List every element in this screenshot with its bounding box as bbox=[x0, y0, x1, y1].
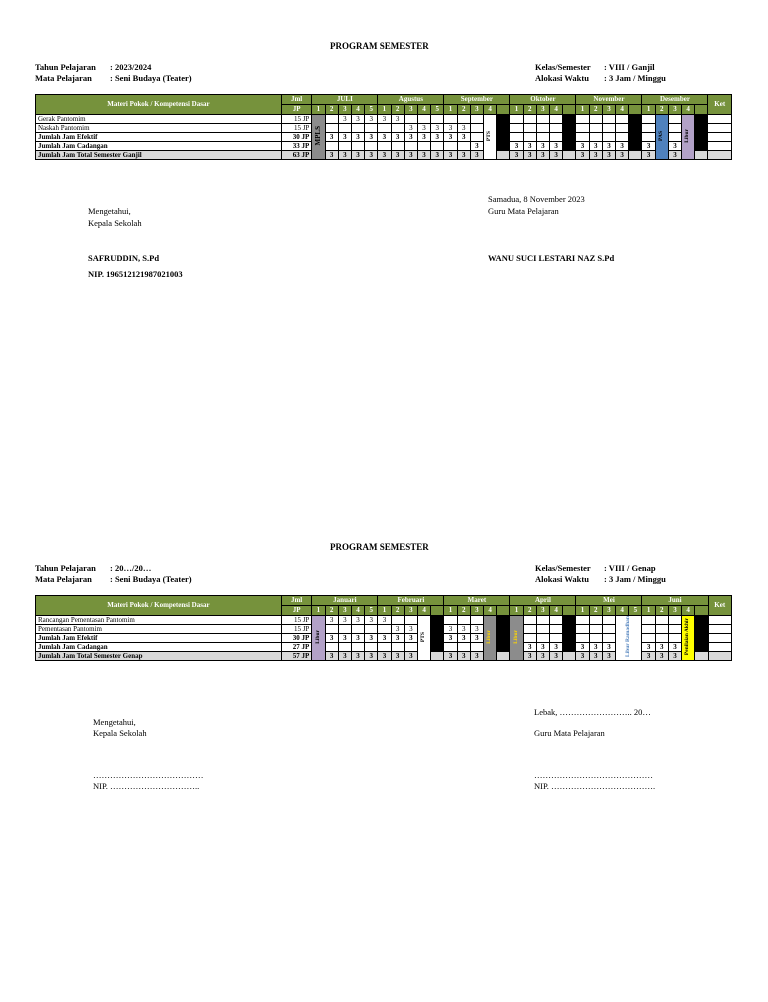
ket-header: Ket bbox=[708, 596, 732, 616]
materi-cell: Jumlah Jam Cadangan bbox=[36, 142, 282, 151]
alokasi-value: : 3 Jam / Minggu bbox=[604, 73, 666, 83]
month-header: November bbox=[576, 95, 642, 105]
jp-cell: 15 JP bbox=[281, 616, 311, 625]
materi-header: Materi Pokok / Kompetensi Dasar bbox=[36, 596, 282, 616]
place-date: Lebak, …………………….. 20… bbox=[534, 707, 651, 717]
tahun-label: Tahun Pelajaran bbox=[35, 62, 96, 72]
program-semester-table-genap: Materi Pokok / Kompetensi Dasar Jml Januari Februari Maret April Mei Juni Ket JP 1 2 3 4 5 1 2 3 4 1 2 3 4 1 2 3 4 1 2 3 4 5 1 2 3 4 Rancangan Pementasan Pantomim 15 JP Libur 3 3 3 3 3 PTS Libur Libur Libur Ramadhan Penilaian Akhir Pementasan Pantomim 15 JP 3 3 3 3 3 Jumlah Jam Efektif 30 JP 3 3 3 3 3 3 3 3 3 3 Jumlah Jam Cadangan 27 JP 3 3 3 3 3 3 3 3 3 Jumlah Jam Total Semester Genap 57 JP 3 3 3 3 3 3 3 3 3 3 3 3 3 3 3 3 3 3 3 bbox=[35, 595, 732, 661]
guru-label: Guru Mata Pelajaran bbox=[488, 206, 559, 216]
jp-cell: 57 JP bbox=[281, 652, 311, 661]
month-header: Desember bbox=[642, 95, 708, 105]
jml-header: Jml bbox=[281, 596, 311, 606]
jp-header: JP bbox=[281, 105, 311, 115]
materi-cell: Jumlah Jam Total Semester Ganjil bbox=[36, 151, 282, 160]
materi-cell: Rancangan Pementasan Pantomim bbox=[36, 616, 282, 625]
table-row: Jumlah Jam Cadangan 33 JP 3 3 3 3 3 3 3 3 3 3 3 bbox=[36, 142, 732, 151]
materi-header: Materi Pokok / Kompetensi Dasar bbox=[36, 95, 282, 115]
penilaian-akhir-block: Penilaian Akhir bbox=[682, 616, 695, 661]
pts-block: PTS bbox=[484, 115, 497, 160]
page-title: PROGRAM SEMESTER bbox=[330, 542, 429, 552]
mapel-value: : Seni Budaya (Teater) bbox=[110, 574, 192, 584]
alokasi-label: Alokasi Waktu bbox=[535, 73, 589, 83]
table-row: Jumlah Jam Total Semester Ganjil 63 JP 3 3 3 3 3 3 3 3 3 3 3 3 3 3 3 3 3 3 3 3 3 3 bbox=[36, 151, 732, 160]
jp-cell: 63 JP bbox=[281, 151, 311, 160]
jp-cell: 15 JP bbox=[281, 124, 311, 133]
tahun-value: : 2023/2024 bbox=[110, 62, 152, 72]
kepsek-name: SAFRUDDIN, S.Pd bbox=[88, 253, 160, 263]
mpls-block: MPLS bbox=[312, 115, 325, 160]
month-header: April bbox=[510, 596, 576, 606]
materi-cell: Naskah Pantomim bbox=[36, 124, 282, 133]
place-date: Samadua, 8 November 2023 bbox=[488, 194, 585, 204]
materi-cell: Pementasan Pantomim bbox=[36, 625, 282, 634]
table-row: Gerak Pantomim 15 JP MPLS 3 3 3 3 3 PTS PAS Libur bbox=[36, 115, 732, 124]
mapel-label: Mata Pelajaran bbox=[35, 574, 92, 584]
mapel-label: Mata Pelajaran bbox=[35, 73, 92, 83]
materi-cell: Gerak Pantomim bbox=[36, 115, 282, 124]
ket-header: Ket bbox=[708, 95, 732, 115]
page-title: PROGRAM SEMESTER bbox=[330, 41, 429, 51]
pas-block: PAS bbox=[655, 115, 668, 160]
materi-cell: Jumlah Jam Total Semester Genap bbox=[36, 652, 282, 661]
jp-cell: 33 JP bbox=[281, 142, 311, 151]
month-header: Oktober bbox=[510, 95, 576, 105]
month-header: Agustus bbox=[378, 95, 444, 105]
materi-cell: Jumlah Jam Efektif bbox=[36, 133, 282, 142]
jp-header: JP bbox=[281, 606, 311, 616]
libur-block: Libur bbox=[510, 616, 523, 661]
libur-block: Libur bbox=[312, 616, 325, 661]
jp-cell: 30 JP bbox=[281, 133, 311, 142]
table-row: Pementasan Pantomim 15 JP 3 3 3 3 3 bbox=[36, 625, 732, 634]
kepsek-name-blank: ………………………………… bbox=[93, 770, 204, 780]
month-header: Maret bbox=[444, 596, 510, 606]
jp-cell: 15 JP bbox=[281, 625, 311, 634]
mengetahui-label: Mengetahui, bbox=[93, 717, 136, 727]
mengetahui-label: Mengetahui, bbox=[88, 206, 131, 216]
alokasi-label: Alokasi Waktu bbox=[535, 574, 589, 584]
tahun-label: Tahun Pelajaran bbox=[35, 563, 96, 573]
mapel-value: : Seni Budaya (Teater) bbox=[110, 73, 192, 83]
month-header: September bbox=[444, 95, 510, 105]
table-row: Jumlah Jam Efektif 30 JP 3 3 3 3 3 3 3 3 3 3 3 bbox=[36, 133, 732, 142]
kelas-label: Kelas/Semester bbox=[535, 62, 591, 72]
kepsek-nip: NIP. 196512121987021003 bbox=[88, 269, 183, 279]
jp-cell: 30 JP bbox=[281, 634, 311, 643]
jp-cell: 27 JP bbox=[281, 643, 311, 652]
month-header: Januari bbox=[312, 596, 378, 606]
table-row: Rancangan Pementasan Pantomim 15 JP Libur 3 3 3 3 3 PTS Libur Libur Libur Ramadhan Penilaian Akhir bbox=[36, 616, 732, 625]
month-header: Juni bbox=[642, 596, 708, 606]
guru-name-blank: …………………………………… bbox=[534, 770, 653, 780]
guru-name: WANU SUCI LESTARI NAZ S.Pd bbox=[488, 253, 615, 263]
guru-nip-blank: NIP. ………………………………. bbox=[534, 781, 656, 791]
month-header: JULI bbox=[312, 95, 378, 105]
libur-block: Libur bbox=[682, 115, 695, 160]
table-row: Naskah Pantomim 15 JP 3 3 3 3 3 bbox=[36, 124, 732, 133]
kelas-value: : VIII / Genap bbox=[604, 563, 656, 573]
libur-ramadhan-block: Libur Ramadhan bbox=[616, 616, 642, 661]
table-row: Jumlah Jam Total Semester Genap 57 JP 3 3 3 3 3 3 3 3 3 3 3 3 3 3 3 3 3 3 3 bbox=[36, 652, 732, 661]
materi-cell: Jumlah Jam Efektif bbox=[36, 634, 282, 643]
libur-block: Libur bbox=[484, 616, 497, 661]
jml-header: Jml bbox=[281, 95, 311, 105]
alokasi-value: : 3 Jam / Minggu bbox=[604, 574, 666, 584]
pts-block: PTS bbox=[417, 616, 430, 661]
tahun-value: : 20…/20… bbox=[110, 563, 152, 573]
kepala-label: Kepala Sekolah bbox=[88, 218, 142, 228]
month-header: Mei bbox=[576, 596, 642, 606]
kepsek-nip-blank: NIP. ………………………….. bbox=[93, 781, 200, 791]
kelas-value: : VIII / Ganjil bbox=[604, 62, 655, 72]
guru-label: Guru Mata Pelajaran bbox=[534, 728, 605, 738]
program-semester-table-ganjil: Materi Pokok / Kompetensi Dasar Jml JULI Agustus September Oktober November Desember Ket JP 1 2 3 4 5 1 2 3 4 5 1 2 3 4 1 2 3 4 1 2 3 4 1 2 3 4 Gerak Pantomim 15 JP MPLS 3 3 3 3 3 PTS PAS Libur Naskah Pantomim 15 JP 3 3 3 3 3 Jumlah Jam Efektif 30 JP 3 3 3 3 3 3 3 3 3 3 3 Jumlah Jam Cadangan 33 JP 3 3 3 3 3 3 3 3 3 3 3 Jumlah Jam Total Semester Ganjil 63 JP 3 3 3 3 3 3 3 3 3 3 3 3 3 3 3 3 3 3 3 3 3 3 bbox=[35, 94, 732, 160]
table-row: Jumlah Jam Efektif 30 JP 3 3 3 3 3 3 3 3 3 3 bbox=[36, 634, 732, 643]
month-header: Februari bbox=[378, 596, 444, 606]
jp-cell: 15 JP bbox=[281, 115, 311, 124]
kelas-label: Kelas/Semester bbox=[535, 563, 591, 573]
kepala-label: Kepala Sekolah bbox=[93, 728, 147, 738]
materi-cell: Jumlah Jam Cadangan bbox=[36, 643, 282, 652]
table-row: Jumlah Jam Cadangan 27 JP 3 3 3 3 3 3 3 3 3 bbox=[36, 643, 732, 652]
